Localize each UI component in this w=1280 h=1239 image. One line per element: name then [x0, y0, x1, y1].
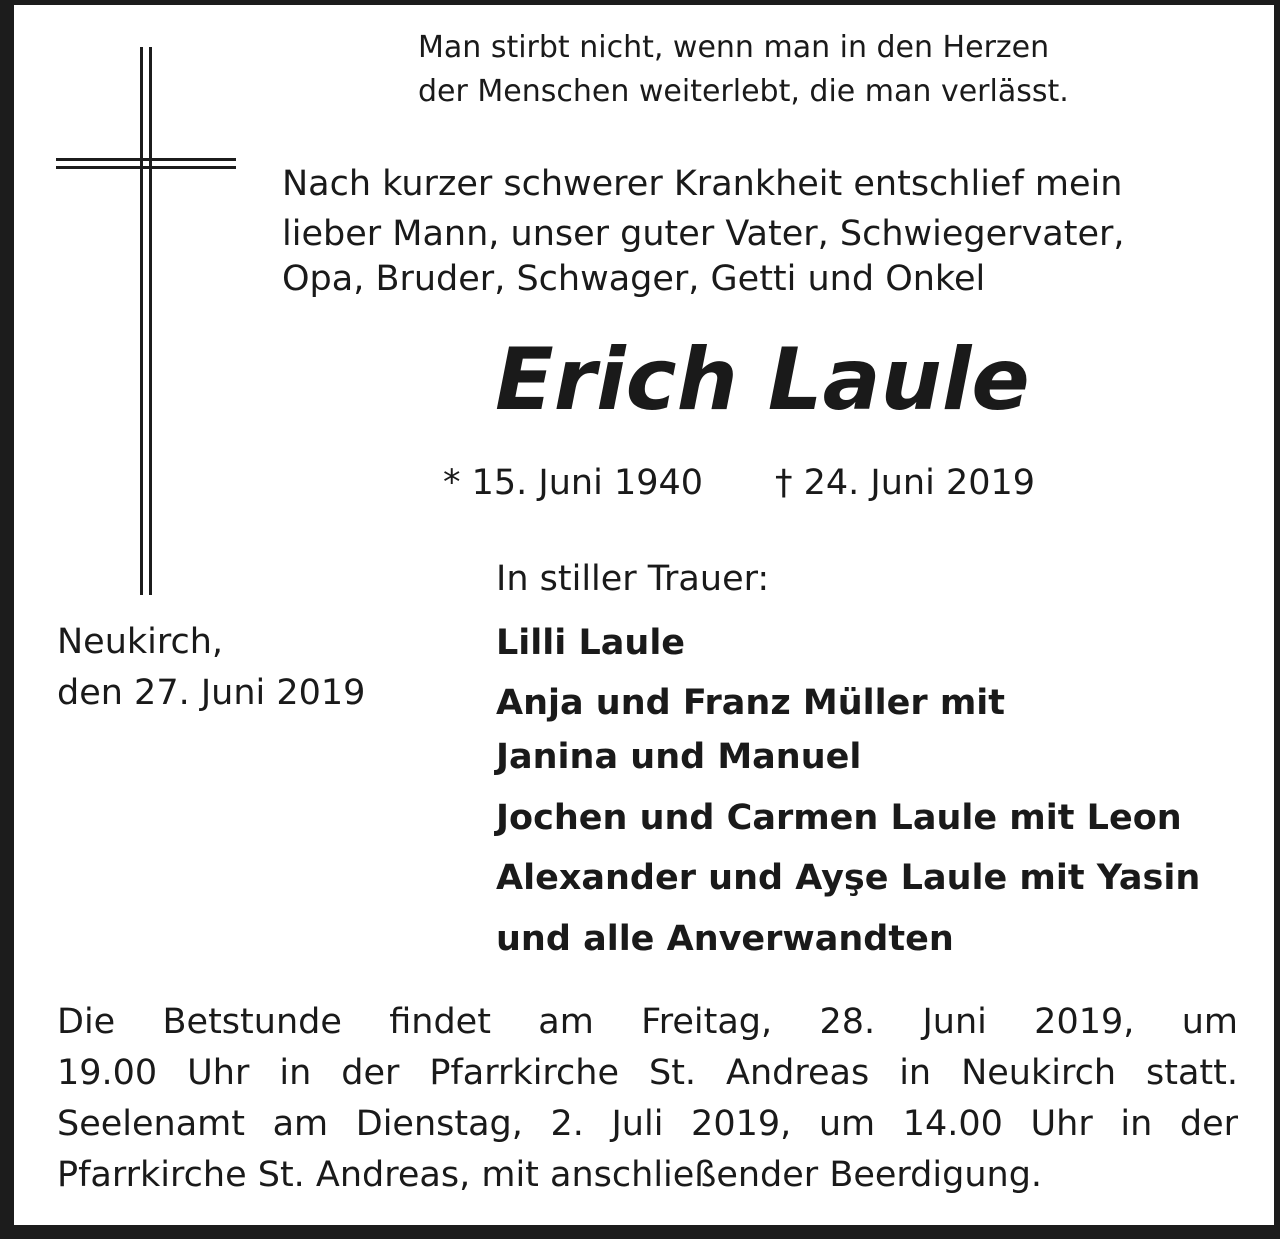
notice-line-2: 19.00 Uhr in der Pfarrkirche St. Andreas in Neukirch statt. — [57, 1053, 1238, 1093]
notice-line-3: Seelenamt am Dienstag, 2. Juli 2019, um 14.00 Uhr in der — [57, 1104, 1238, 1144]
intro-line-1: Nach kurzer schwerer Krankheit entschlief mein — [282, 164, 1123, 204]
death-date: † 24. Juni 2019 — [775, 463, 1036, 503]
birth-date: * 15. Juni 1940 — [443, 463, 704, 503]
notice-line-1: Die Betstunde findet am Freitag, 28. Juni 2019, um — [57, 1002, 1238, 1042]
date-line: den 27. Juni 2019 — [57, 673, 366, 713]
mourner-line-5: Alexander und Ayşe Laule mit Yasin — [496, 858, 1201, 898]
deceased-name: Erich Laule — [495, 330, 1030, 430]
intro-line-3: Opa, Bruder, Schwager, Getti und Onkel — [282, 259, 986, 299]
mourner-line-4: Jochen und Carmen Laule mit Leon — [496, 798, 1182, 838]
intro-line-2: lieber Mann, unser guter Vater, Schwiegervater, — [282, 214, 1125, 254]
mourner-line-1: Lilli Laule — [496, 623, 686, 663]
mourner-line-6: und alle Anverwandten — [496, 919, 954, 959]
notice-line-4: Pfarrkirche St. Andreas, mit anschließender Beerdigung. — [57, 1155, 1043, 1195]
mourner-line-2: Anja und Franz Müller mit — [496, 683, 1006, 723]
motto-line-2: der Menschen weiterlebt, die man verlässt. — [418, 74, 1069, 109]
mourner-line-3: Janina und Manuel — [496, 737, 862, 777]
place-line: Neukirch, — [57, 622, 224, 662]
mourning-heading: In stiller Trauer: — [496, 559, 770, 599]
motto-line-1: Man stirbt nicht, wenn man in den Herzen — [418, 30, 1050, 65]
service-notice — [57, 997, 1238, 1201]
